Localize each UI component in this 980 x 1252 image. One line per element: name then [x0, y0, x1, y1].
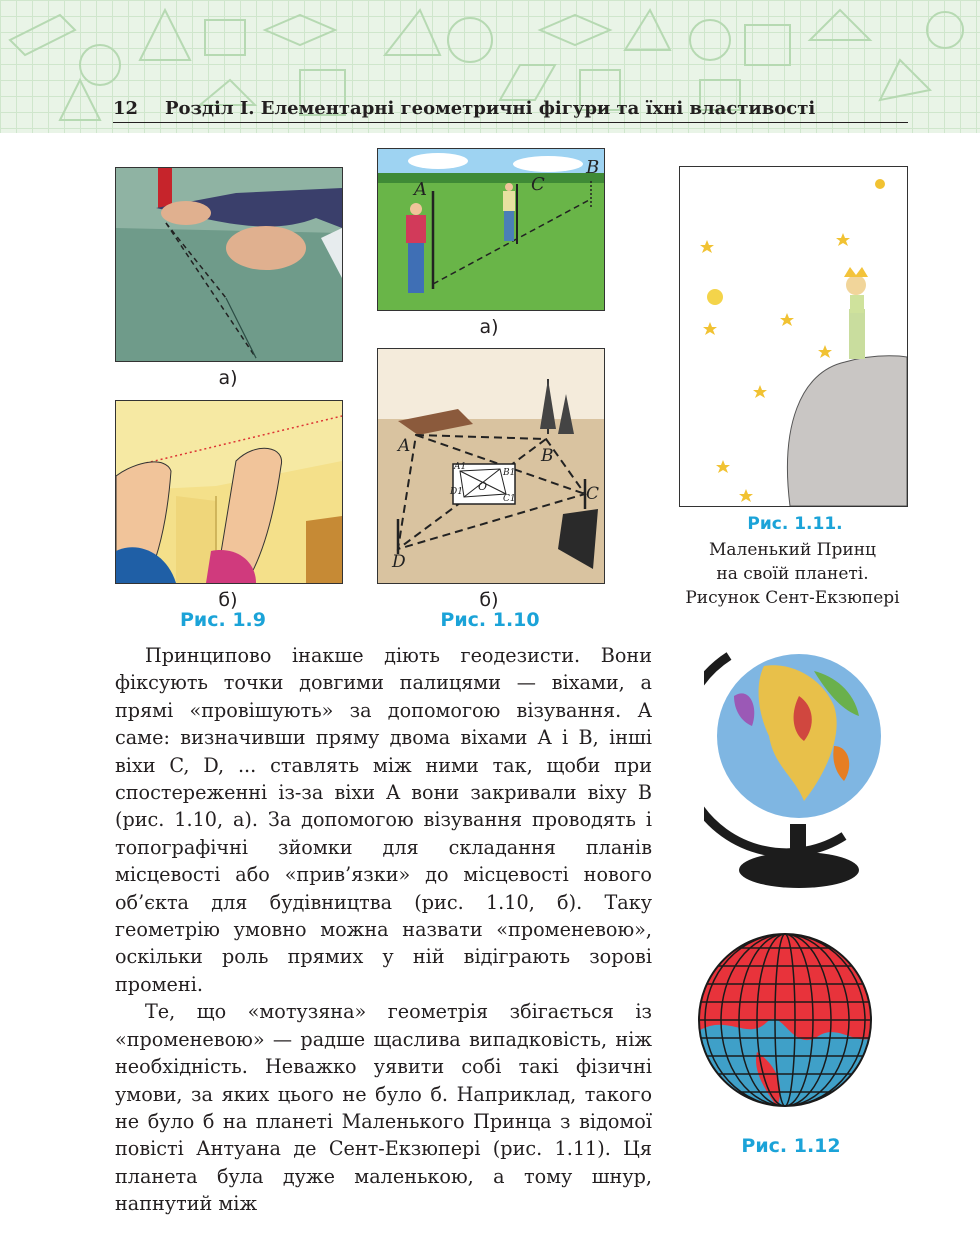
- label-b: B: [586, 157, 600, 178]
- fig-1-10-caption: Рис. 1.10: [440, 609, 540, 631]
- topographic-survey-illustration: [378, 349, 604, 583]
- little-prince-planet-illustration: [680, 167, 907, 506]
- header-rule: [113, 122, 908, 123]
- label-c: C: [531, 174, 545, 195]
- label-b-d1: D1: [450, 487, 463, 497]
- surveyors-field-illustration: [378, 149, 604, 310]
- floor-measuring-illustration: [116, 168, 342, 361]
- page-number: 12: [113, 98, 139, 119]
- fig-1-10b-photo: [377, 348, 605, 584]
- fig-1-10a-photo: [377, 148, 605, 311]
- body-text: [115, 642, 652, 1218]
- fig-1-10a-label: а): [479, 316, 499, 338]
- paragraph-1: Принципово інакше діють геодезисти. Вони фіксують точки довгими палицями — віхами, а прямі «провішують» за допомогою візування. А саме: визначивши пряму двома віхами A і B, інші віхи C, D, ... ставлять між ними так, щоби при спостереженні із-за віхи A вони закривали віху B (рис. 1.10, а). За допомогою візування проводять і топографічні зйомки для складання планів місцевості або «прив’язки» до місцевості нового об’єкта для будівництва (рис. 1.10, б). Таку геометрію умовно можна назвати «променевою», оскільки роль прямих у ній відіграють зорові промені.: [115, 644, 652, 996]
- fig-1-9b-photo: [115, 400, 343, 584]
- paragraph-2: Те, що «мотузяна» геометрія збігається із «променевою» — радше щаслива випадковість, ніж необхідність. Неважко уявити собі такі фізичні умови, за яких цього не було б. Наприклад, такого не було б на планеті Маленького Принца з відомої повісті Антуана де Сент-Екзюпері (рис. 1.11). Ця планета була дуже маленькою, а тому шнур, напнутий між: [115, 1000, 652, 1216]
- fig-1-12-political-globe: [704, 626, 886, 890]
- string-corner-illustration: [116, 401, 342, 583]
- label-b-c1: C1: [503, 494, 516, 504]
- chapter-title: Розділ І. Елементарні геометричні фігури та їхні властивості: [165, 98, 816, 119]
- fig-1-9a-label: а): [218, 367, 238, 389]
- label-a: A: [414, 179, 427, 200]
- label-b-b1: B1: [503, 468, 516, 478]
- fig-1-9-caption: Рис. 1.9: [180, 609, 266, 631]
- label-b-d: D: [392, 552, 406, 572]
- fig-1-12-caption: Рис. 1.12: [741, 1135, 841, 1157]
- label-b-c: C: [586, 484, 600, 504]
- label-b-a: A: [398, 436, 411, 456]
- fig-1-12-grid-globe: [697, 922, 873, 1118]
- fig-1-10b-label: б): [479, 589, 499, 611]
- fig-1-11-caption-line1: Маленький Принц: [709, 540, 876, 560]
- label-b-o: O: [478, 480, 488, 493]
- fig-1-11-caption-title: Рис. 1.11.: [747, 514, 843, 534]
- label-b-a1: A1: [454, 462, 467, 472]
- label-b-b: B: [541, 446, 554, 466]
- fig-1-11-caption-line2: на своїй планеті.: [716, 564, 869, 584]
- fig-1-11-illustration: [679, 166, 908, 507]
- fig-1-9a-photo: [115, 167, 343, 362]
- fig-1-11-caption-line3: Рисунок Сент-Екзюпері: [685, 588, 900, 608]
- fig-1-9b-label: б): [218, 589, 238, 611]
